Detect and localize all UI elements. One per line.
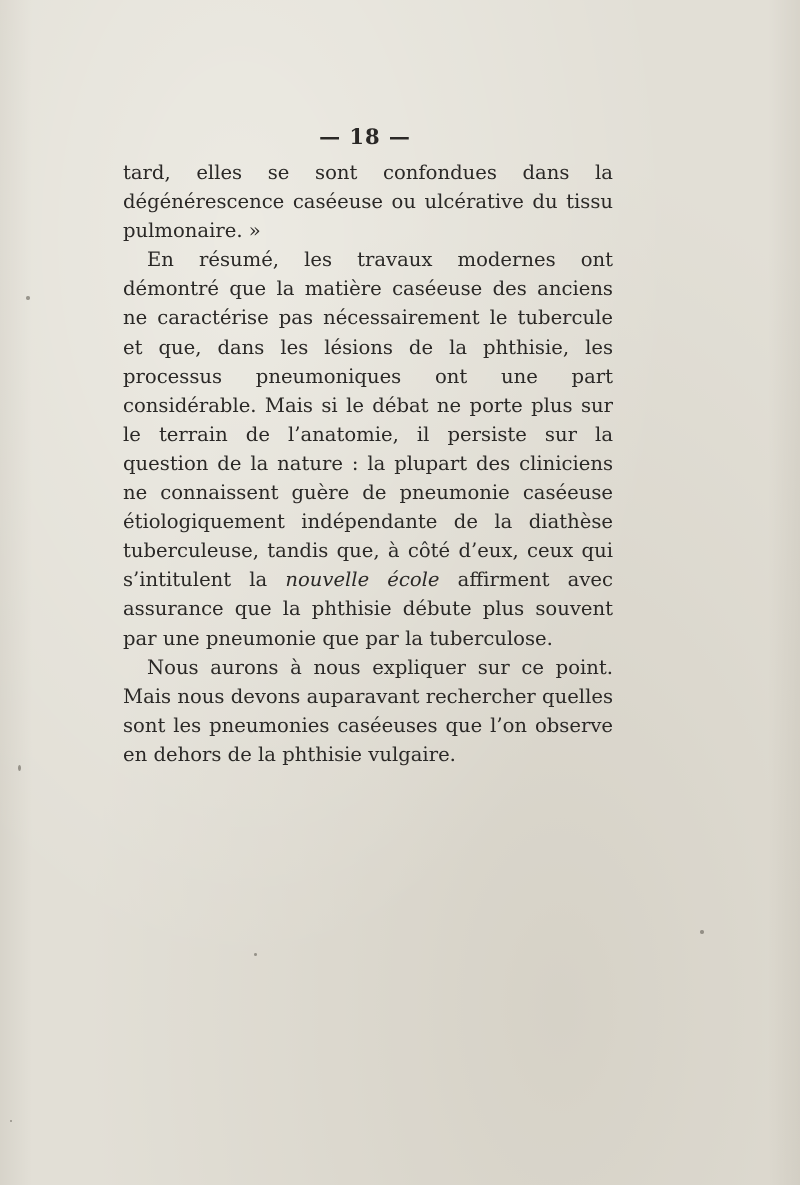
paragraph-2-text-after: affirment avec assurance que la phthisie débute plus souvent par une pneumonie que par la tuberculose. (123, 568, 613, 650)
paragraph-3: Nous aurons à nous expliquer sur ce point. Mais nous devons auparavant rechercher quelles sont les pneumonies caséeuses que l’on observe en dehors de la phthisie vulgaire. (123, 655, 613, 766)
paper-speck (254, 953, 257, 956)
paper-speck (700, 930, 704, 934)
paper-speck (10, 1120, 12, 1122)
page-number: — 18 — (319, 124, 411, 149)
paper-speck (18, 765, 21, 771)
body-text (123, 158, 613, 769)
paragraph-2 (123, 245, 613, 652)
paper-speck (26, 296, 30, 300)
paragraph-1: tard, elles se sont confondues dans la dégénérescence caséeuse ou ulcérative du tissu pulmonaire. » (123, 161, 613, 243)
paragraph-2-text-before: En résumé, les travaux modernes ont démontré que la matière caséeuse des anciens ne caractérise pas nécessairement le tubercule et que, dans les lésions de la phthisie, les processus pneumoniques ont une part considérable. Mais si le débat ne porte plus sur le terrain de l’anatomie, il persiste sur la question de la nature : la plupart des cliniciens ne connaissent guère de pneumonie caséeuse étiologiquement indépendante de la diathèse tuberculeuse, tandis que, à côté d’eux, ceux qui s’intitulent la (123, 248, 613, 592)
paragraph-2-emphasis: nouvelle école (285, 568, 440, 592)
